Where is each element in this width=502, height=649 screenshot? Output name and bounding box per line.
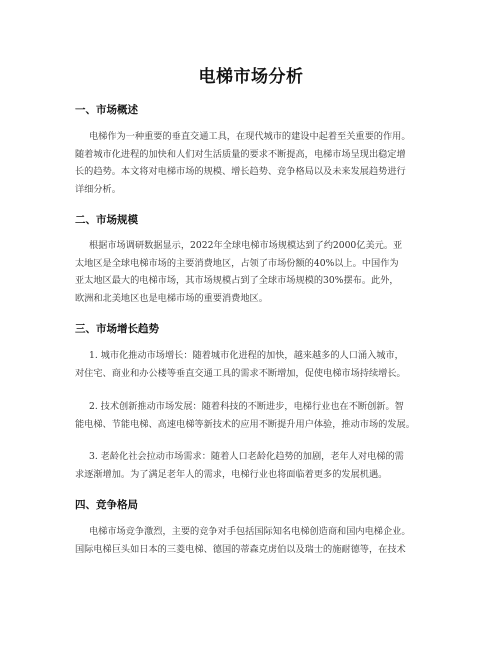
text-line: 长的趋势。本文将对电梯市场的规模、增长趋势、竞争格局以及未来发展趋势进行 [75, 166, 406, 177]
section-heading-growth-trends: 三、市场增长趋势 [75, 323, 159, 335]
section-heading-overview: 一、市场概述 [75, 104, 138, 116]
section-heading-competition: 四、竞争格局 [75, 499, 138, 511]
text-line: 电梯作为一种重要的垂直交通工具，在现代城市的建设中起着至关重要的作用。 [89, 131, 411, 142]
text-line: 根据市场调研数据显示，2022年全球电梯市场规模达到了约2000亿美元。亚 [89, 240, 403, 251]
text-line: 电梯市场竞争激烈，主要的竞争对手包括国际知名电梯创造商和国内电梯企业。 [89, 526, 411, 537]
text-line: 欧洲和北美地区也是电梯市场的重要消费地区。 [75, 292, 268, 304]
text-line: 1. 城市化推动市场增长：随着城市化进程的加快，越来越多的人口涌入城市， [89, 350, 404, 361]
text-line: 国际电梯巨头如日本的三菱电梯、德国的蒂森克虏伯以及瑞士的施耐德等，在技术 [75, 543, 406, 555]
paragraph-competition [75, 523, 435, 558]
text-line: 2. 技术创新推动市场发展：随着科技的不断进步，电梯行业也在不断创新。智 [89, 401, 404, 412]
text-line: 太地区是全球电梯市场的主要消费地区，占领了市场份额的40%以上。中国作为 [75, 257, 399, 269]
text-line: 3. 老龄化社会拉动市场需求：随着人口老龄化趋势的加剧，老年人对电梯的需 [89, 451, 404, 462]
text-line: 随着城市化进程的加快和人们对生活质量的要求不断提高，电梯市场呈现出稳定增 [75, 148, 406, 160]
text-line: 对住宅、商业和办公楼等垂直交通工具的需求不断增加，促使电梯市场持续增长。 [75, 367, 406, 379]
document-title: 电梯市场分析 [198, 67, 304, 87]
text-line: 亚太地区最大的电梯市场，其市场规模占到了全球市场规模的30%摆布。此外， [75, 275, 399, 286]
paragraph-growth-3 [75, 448, 435, 483]
text-line: 求逐渐增加。为了满足老年人的需求，电梯行业也将面临着更多的发展机遇。 [75, 468, 388, 480]
paragraph-market-size [75, 237, 435, 307]
text-line: 详细分析。 [75, 183, 121, 195]
section-heading-market-size: 二、市场规模 [75, 214, 138, 226]
paragraph-overview [75, 128, 435, 198]
paragraph-growth-2 [75, 398, 435, 433]
paragraph-growth-1 [75, 347, 435, 382]
text-line: 能电梯、节能电梯、高速电梯等新技术的应用不断提升用户体验，推动市场的发展。 [75, 418, 415, 430]
